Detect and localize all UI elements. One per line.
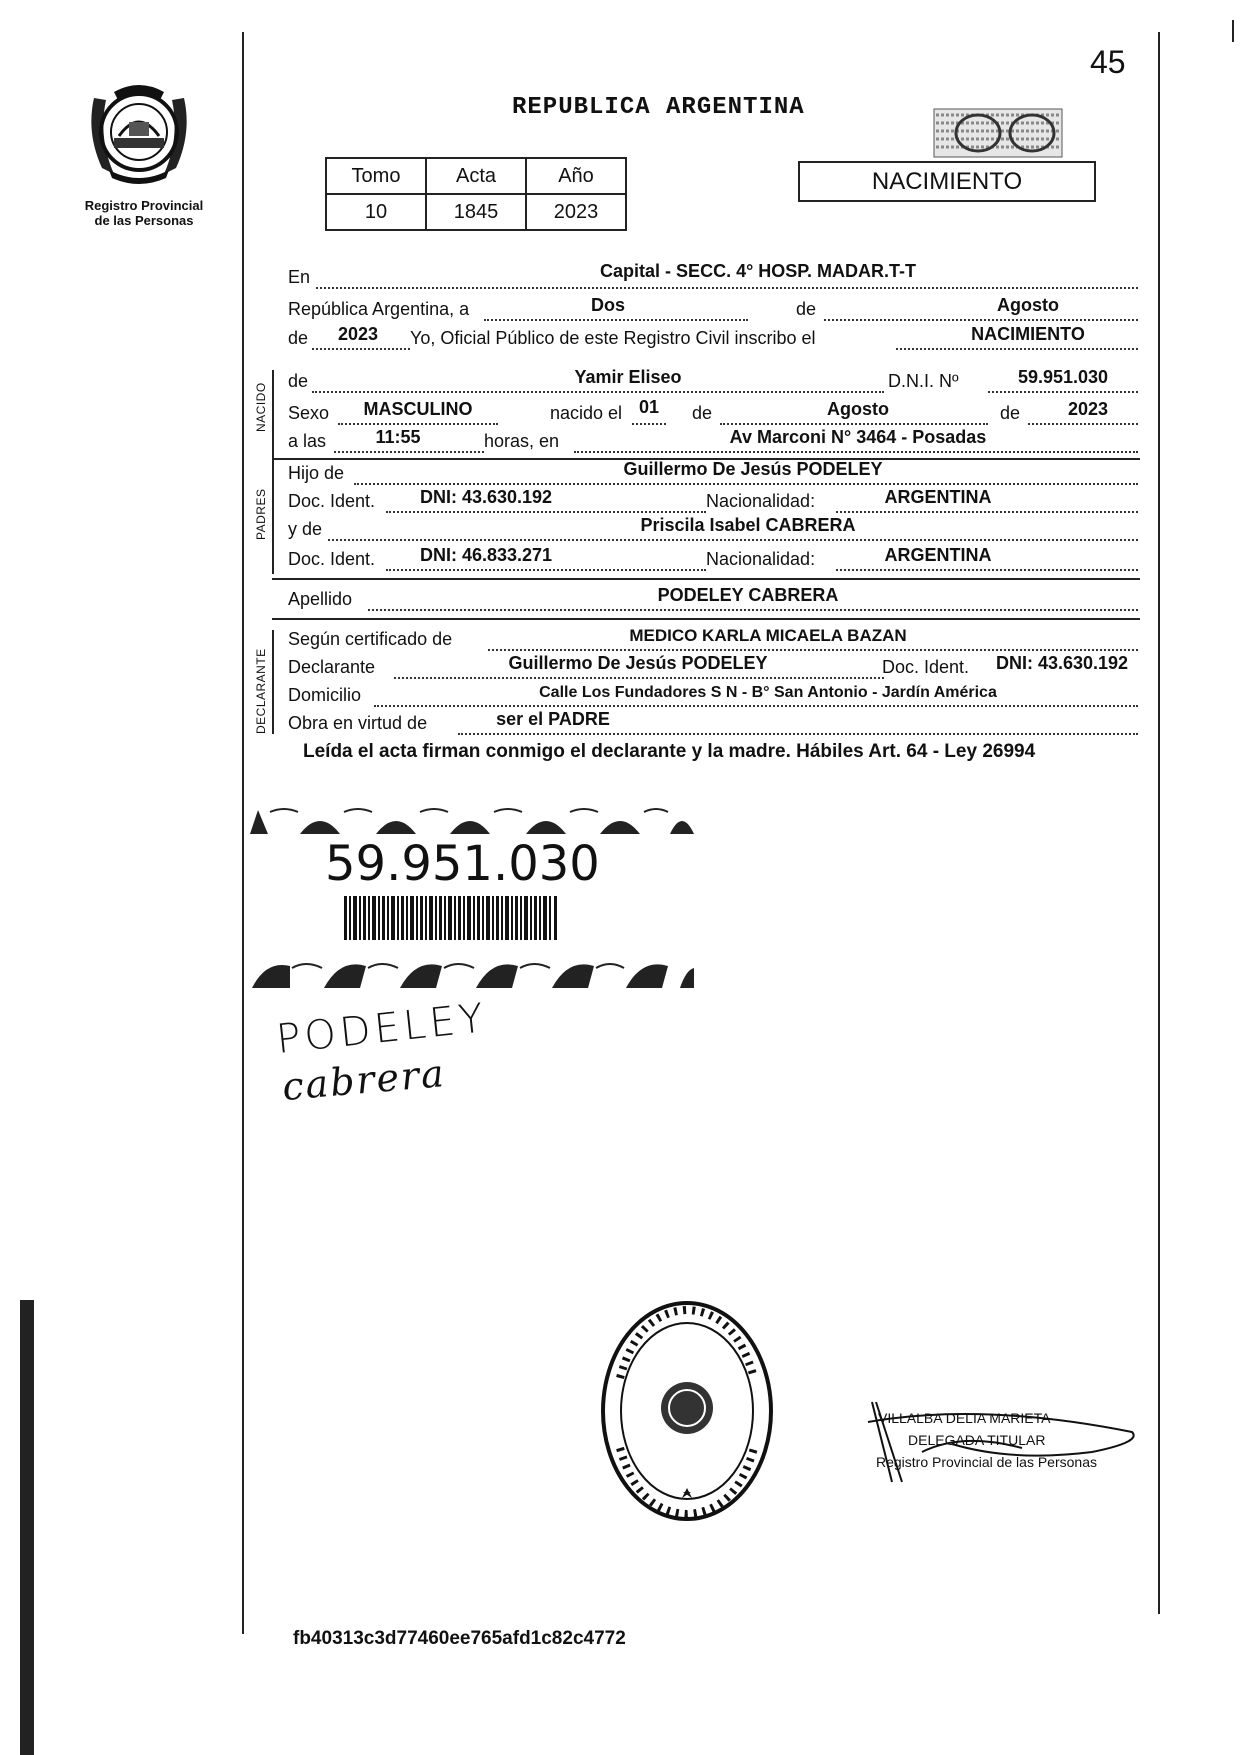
row-declarante <box>288 652 1140 682</box>
row-nacido-sex <box>288 398 1140 428</box>
scan-edge-mark <box>1232 20 1234 42</box>
label-nacido-el: nacido el <box>550 403 623 423</box>
birth-month: Agosto <box>827 399 889 419</box>
label-declarant-doc: Doc. Ident. <box>882 657 970 677</box>
row-father-name <box>288 458 1140 488</box>
registry-name <box>78 198 210 228</box>
declarante-section-label: DECLARANTE <box>254 648 268 734</box>
label-dni: D.N.I. Nº <box>888 371 959 391</box>
label-de: de <box>288 371 309 391</box>
obra-value: ser el PADRE <box>496 709 610 729</box>
fiscal-stamp-icon <box>932 105 1064 161</box>
label-de-birth-month: de <box>692 403 713 423</box>
label-mother-doc: Doc. Ident. <box>288 549 376 569</box>
value-tomo: 10 <box>326 194 426 230</box>
label-declarante: Declarante <box>288 657 376 677</box>
row-date <box>288 294 1140 324</box>
declarant-name: Guillermo De Jesús PODELEY <box>508 653 768 673</box>
row-nacido-name <box>288 366 1140 396</box>
declarante-sidebar-line <box>272 630 274 734</box>
handwritten-surname: PODELEY <box>274 995 490 1063</box>
inscription-day: Dos <box>590 295 625 315</box>
row-father-doc <box>288 486 1140 516</box>
separator-apellido <box>272 618 1140 620</box>
label-horas: horas, en <box>484 431 560 451</box>
mother-doc: DNI: 46.833.271 <box>419 545 553 565</box>
row-apellido <box>288 584 1140 614</box>
handwritten-second-surname: cabrera <box>280 1050 448 1110</box>
header-acta: Acta <box>426 158 526 194</box>
label-obra: Obra en virtud de <box>288 713 428 733</box>
barcode-icon <box>344 896 570 940</box>
label-inscribo: Yo, Oficial Público de este Registro Civil inscribo el <box>410 328 816 348</box>
value-acta: 1845 <box>426 194 526 230</box>
padres-sidebar-line <box>272 460 274 574</box>
mother-name: Priscila Isabel CABRERA <box>640 515 856 535</box>
row-mother-doc <box>288 544 1140 574</box>
security-band-top-icon <box>250 806 696 836</box>
label-father-doc: Doc. Ident. <box>288 491 376 511</box>
inscription-month: Agosto <box>997 295 1059 315</box>
label-domicilio: Domicilio <box>288 685 362 705</box>
padres-section-label: PADRES <box>254 488 268 540</box>
label-father-nationality: Nacionalidad: <box>706 491 816 511</box>
header-tomo: Tomo <box>326 158 426 194</box>
inscription-type: NACIMIENTO <box>971 324 1085 344</box>
record-type-box: NACIMIENTO <box>798 161 1096 202</box>
closing-note: Leída el acta firman conmigo el declarante y la madre. Hábiles Art. 64 - Ley 26994 <box>303 741 1036 762</box>
newborn-sex: MASCULINO <box>363 399 473 419</box>
row-location <box>288 262 1140 292</box>
row-year <box>288 323 1140 353</box>
signature-title: DELEGADA TITULAR <box>908 1432 1046 1448</box>
label-sexo: Sexo <box>288 403 330 423</box>
right-margin-line <box>1158 32 1160 1614</box>
label-y-de: y de <box>288 519 323 539</box>
country-title: REPUBLICA ARGENTINA <box>512 94 805 121</box>
value-ano: 2023 <box>526 194 626 230</box>
signature-name: VILLALBA DELIA MARIETA <box>878 1410 1051 1426</box>
separator-padres <box>272 578 1140 580</box>
signature-institution: Registro Provincial de las Personas <box>876 1454 1097 1470</box>
label-mother-nationality: Nacionalidad: <box>706 549 816 569</box>
record-table <box>325 157 627 231</box>
row-nacido-time <box>288 426 1140 456</box>
nacido-section-label: NACIDO <box>254 382 268 432</box>
scan-edge-line <box>20 1300 34 1755</box>
father-name: Guillermo De Jesús PODELEY <box>623 459 883 479</box>
page-number: 45 <box>1090 44 1126 80</box>
newborn-dni: 59.951.030 <box>1017 367 1109 387</box>
inscription-year: 2023 <box>337 324 379 344</box>
label-de-year: de <box>288 328 309 348</box>
birth-year: 2023 <box>1067 399 1109 419</box>
newborn-name: Yamir Eliseo <box>574 367 682 387</box>
label-de-birth-year: de <box>1000 403 1021 423</box>
label-en: En <box>288 267 311 287</box>
row-domicilio <box>288 680 1140 710</box>
birth-day: 01 <box>638 397 660 417</box>
registry-name-line2: de las Personas <box>94 213 194 228</box>
mother-nationality: ARGENTINA <box>884 545 992 565</box>
birth-place: Av Marconi N° 3464 - Posadas <box>729 427 987 447</box>
birth-time: 11:55 <box>375 427 421 447</box>
label-certificado: Según certificado de <box>288 629 453 649</box>
label-apellido: Apellido <box>288 589 353 609</box>
address: Calle Los Fundadores S N - B° San Antonio - Jardín América <box>539 684 997 701</box>
father-doc: DNI: 43.630.192 <box>419 487 553 507</box>
row-mother-name <box>288 514 1140 544</box>
provincial-seal-icon <box>84 78 194 186</box>
label-a-las: a las <box>288 431 327 451</box>
row-certificado <box>288 624 1140 654</box>
header-ano: Año <box>526 158 626 194</box>
declarant-doc: DNI: 43.630.192 <box>995 653 1129 673</box>
father-nationality: ARGENTINA <box>884 487 992 507</box>
label-hijo-de: Hijo de <box>288 463 345 483</box>
location-place: Capital - SECC. 4° HOSP. MADAR.T-T <box>600 261 916 281</box>
surname: PODELEY CABRERA <box>657 585 839 605</box>
certificate: MEDICO KARLA MICAELA BAZAN <box>629 626 907 645</box>
security-band-bottom-icon <box>250 956 696 990</box>
registry-name-line1: Registro Provincial <box>84 198 204 213</box>
id-number: 59.951.030 <box>325 836 600 892</box>
left-margin-line <box>242 32 244 1634</box>
row-obra <box>288 708 1140 738</box>
official-round-stamp-icon <box>598 1298 776 1524</box>
label-republica: República Argentina, a <box>288 299 470 319</box>
nacido-sidebar-line <box>272 370 274 466</box>
document-hash: fb40313c3d77460ee765afd1c82c4772 <box>293 1628 626 1649</box>
label-de-month: de <box>796 299 817 319</box>
